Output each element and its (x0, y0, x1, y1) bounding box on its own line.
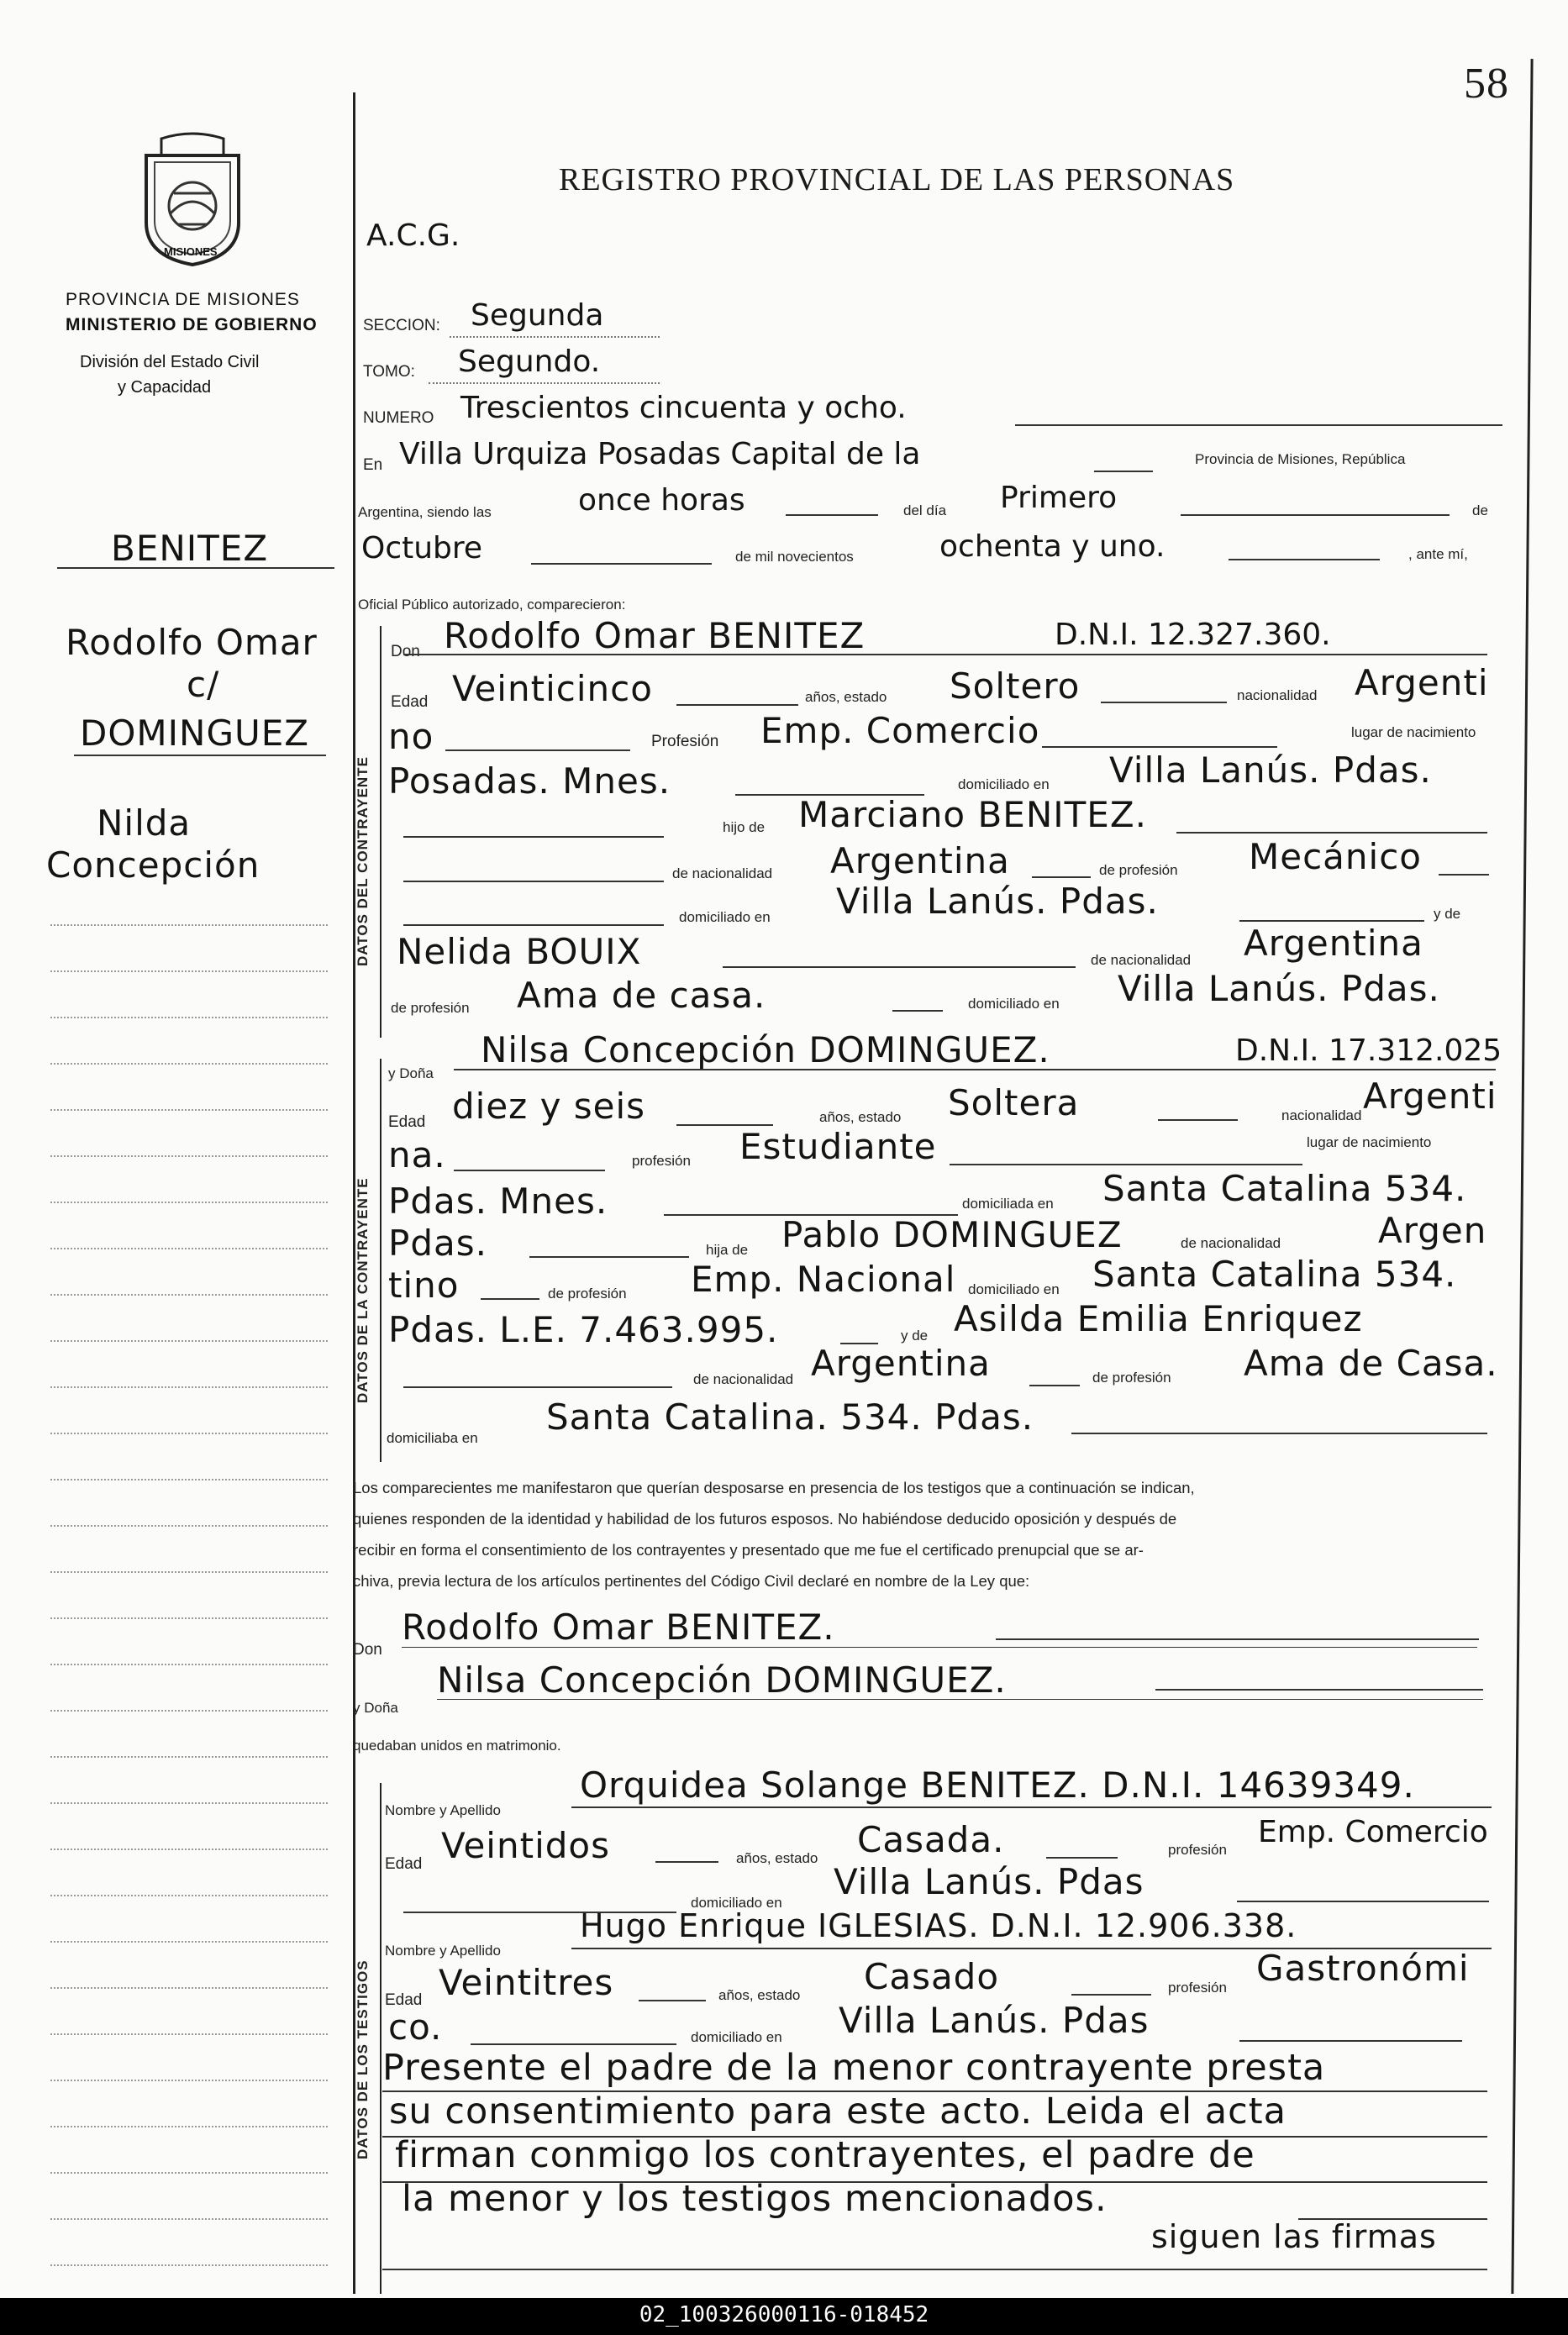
margin-dotted-line (50, 1202, 328, 1203)
groom-estado: Soltero (950, 665, 1081, 707)
oficial-label: Oficial Público autorizado, comparecieron: (358, 597, 626, 613)
bride-nac-a: Argenti (1363, 1075, 1497, 1117)
margin-dotted-line (50, 2033, 328, 2035)
division-line1: División del Estado Civil (80, 353, 260, 371)
bride-lugar-nac: Pdas. Mnes. (388, 1181, 608, 1222)
margin-groom-surname: BENITEZ (111, 528, 269, 569)
decl-don-label: Don (353, 1641, 382, 1659)
hora-value: once horas (578, 483, 745, 518)
bride-dni: D.N.I. 17.312.025 (1235, 1033, 1502, 1068)
w2-estado-line (1071, 1994, 1151, 1996)
margin-dotted-line (50, 1710, 328, 1712)
bride-pdom-label: domiciliado en (968, 1281, 1060, 1297)
w1-edad: Veintidos (441, 1825, 610, 1866)
bride-dom-line (529, 1256, 689, 1258)
note-line4: la menor y los testigos mencionados. (402, 2178, 1108, 2220)
groom-section-rule (380, 626, 381, 1038)
hora-line (786, 514, 878, 516)
groom-edad: Veinticinco (452, 668, 653, 709)
bride-y-de-label: y de (901, 1328, 929, 1344)
bride-name-line (454, 1069, 1496, 1070)
groom-madre-line (723, 966, 1076, 968)
groom-name: Rodolfo Omar BENITEZ (444, 615, 866, 656)
w1-estado: Casada. (857, 1819, 1005, 1860)
mes-line (531, 563, 712, 565)
mes-value: Octubre (361, 531, 483, 565)
groom-pnac-line-a (403, 881, 664, 882)
numero-line (1015, 424, 1502, 426)
bride-padre-prof: Emp. Nacional (691, 1259, 956, 1300)
note-underline5 (382, 2269, 1487, 2270)
groom-edad-label: Edad (391, 693, 429, 711)
bride-madre: Asilda Emilia Enriquez (954, 1298, 1363, 1339)
margin-bride-surname: DOMINGUEZ (80, 713, 310, 754)
seccion-value: Segunda (471, 298, 604, 333)
w1-dom-label: domiciliado en (691, 1895, 782, 1911)
groom-domicilio: Villa Lanús. Pdas. (1109, 749, 1432, 791)
margin-dotted-line (50, 1802, 328, 1804)
margin-dotted-line (50, 2126, 328, 2127)
bride-mdom-label: domiciliaba en (387, 1430, 478, 1446)
margin-bride-name1: Nilda (97, 802, 192, 844)
groom-padre-nac: Argentina (830, 840, 1010, 881)
decl-dona-label: y Doña (353, 1700, 398, 1716)
margin-dotted-line (50, 1340, 328, 1342)
groom-pdom-line-a (403, 924, 664, 926)
w1-nombre-label: Nombre y Apellido (385, 1802, 501, 1818)
w2-edad-label: Edad (385, 1991, 423, 2009)
w2-dom-line-a (471, 2043, 676, 2045)
w2-edad: Veintitres (439, 1962, 614, 2003)
margin-dotted-line (50, 1109, 328, 1111)
bride-profesion: Estudiante (739, 1126, 937, 1167)
legal-line1: Los comparecientes me manifestaron que querían desposarse en presencia de los testigos que a continuación se indican, (353, 1479, 1195, 1496)
section-bride-label: DATOS DE LA CONTRAYENTE (355, 1177, 371, 1403)
note-line3: firman conmigo los contrayentes, el padre de (395, 2134, 1255, 2176)
w2-nombre: Hugo Enrique IGLESIAS. D.N.I. 12.906.338. (580, 1907, 1297, 1944)
numero-value: Trescientos cincuenta y ocho. (460, 391, 907, 425)
groom-estado-label: años, estado (805, 689, 887, 705)
seccion-line (450, 336, 660, 338)
groom-profesion: Emp. Comercio (760, 710, 1040, 751)
lugar-line (1094, 471, 1153, 472)
groom-pprof-line (1439, 874, 1489, 876)
margin-dotted-line (50, 1849, 328, 1850)
witness-section-rule (380, 1783, 381, 2294)
margin-dotted-line (50, 1248, 328, 1249)
margin-dotted-line (50, 1155, 328, 1157)
note-line5: siguen las firmas (1151, 2218, 1437, 2255)
groom-prof-line (1042, 746, 1277, 748)
margin-dotted-line (50, 1525, 328, 1527)
groom-nac-line (445, 749, 630, 751)
groom-name-line (403, 654, 1487, 655)
groom-dni: D.N.I. 12.327.360. (1055, 618, 1331, 652)
groom-pnac-line-b (1032, 876, 1091, 878)
de-mil-label: de mil novecientos (735, 549, 854, 565)
note-line1: Presente el padre de la menor contrayente presta (382, 2047, 1326, 2089)
seal-text: MISIONES (164, 245, 218, 258)
bride-mnac-line-a (403, 1386, 672, 1388)
bride-mdom-line (1071, 1433, 1487, 1434)
seccion-label: SECCION: (363, 317, 440, 334)
bride-mnac-label: de nacionalidad (693, 1371, 794, 1387)
ante-mi-label: , ante mí, (1408, 546, 1468, 562)
margin-dotted-line (50, 1571, 328, 1573)
bride-pnac-line (481, 1298, 539, 1300)
margin-dotted-line (50, 1756, 328, 1758)
bride-dom-label: domiciliada en (962, 1196, 1054, 1212)
margin-bride-name2: Concepción (46, 844, 260, 886)
margin-dotted-line (50, 2172, 328, 2174)
groom-hijo-label: hijo de (723, 819, 766, 835)
bride-estado-line (1158, 1119, 1238, 1121)
margin-dotted-line (50, 1433, 328, 1434)
section-witnesses-label: DATOS DE LOS TESTIGOS (355, 1959, 371, 2159)
margin-dotted-line (50, 924, 328, 926)
argentina-label: Argentina, siendo las (358, 504, 492, 520)
w1-nombre-line (571, 1806, 1492, 1808)
margin-dotted-line (50, 2218, 328, 2220)
w2-estado-label: años, estado (718, 1987, 801, 2003)
anio-value: ochenta y uno. (939, 529, 1165, 564)
w2-edad-line (639, 2000, 706, 2001)
ministry-name: MINISTERIO DE GOBIERNO (66, 315, 318, 334)
groom-lugar-label: lugar de nacimiento (1351, 724, 1476, 740)
w2-dom-line-b (1239, 2040, 1462, 2042)
groom-padre-dom: Villa Lanús. Pdas. (836, 881, 1159, 922)
w1-edad-label: Edad (385, 1855, 423, 1873)
footer-id: 02_100326000116-018452 (639, 2302, 929, 2327)
w1-dom-line-b (1237, 1901, 1489, 1902)
right-border (1511, 59, 1533, 2294)
margin-underline-1 (57, 567, 334, 569)
decl-dona: Nilsa Concepción DOMINGUEZ. (437, 1659, 1007, 1701)
bride-mnac-line-b (1029, 1385, 1080, 1386)
quedaban-label: quedaban unidos en matrimonio. (353, 1738, 561, 1754)
margin-dotted-line (50, 1941, 328, 1943)
margin-dotted-line (50, 1479, 328, 1480)
bride-section-rule (380, 1059, 381, 1462)
margin-with: c/ (187, 664, 220, 705)
w2-estado: Casado (864, 1956, 1000, 1997)
w1-edad-line (655, 1861, 718, 1863)
margin-underline-2 (74, 755, 326, 756)
groom-pdom-line-b (1239, 920, 1424, 922)
groom-estado-line (1101, 702, 1227, 703)
margin-dotted-line (50, 2264, 328, 2266)
margin-groom-names: Rodolfo Omar (66, 622, 318, 663)
groom-hijo-line-a (403, 836, 664, 838)
bride-lugar-label: lugar de nacimiento (1307, 1134, 1432, 1150)
tomo-line (429, 382, 660, 384)
groom-nac-label: nacionalidad (1237, 687, 1318, 703)
w2-nombre-label: Nombre y Apellido (385, 1943, 501, 1959)
w2-domicilio: Villa Lanús. Pdas (839, 2000, 1150, 2041)
groom-dom-label: domiciliado en (958, 776, 1050, 792)
anio-line (1229, 559, 1380, 560)
decl-don: Rodolfo Omar BENITEZ. (402, 1607, 835, 1648)
division-line2: y Capacidad (118, 378, 212, 397)
groom-pdom-label: domiciliado en (679, 909, 771, 925)
w2-prof-label: profesión (1168, 1980, 1227, 1996)
w1-estado-line (1046, 1857, 1118, 1859)
tomo-label: TOMO: (363, 363, 415, 381)
bride-nac-line (454, 1170, 605, 1171)
w1-nombre: Orquidea Solange BENITEZ. D.N.I. 14639349. (580, 1764, 1415, 1806)
numero-label: NUMERO (363, 409, 434, 427)
groom-madre-prof: Ama de casa. (517, 975, 766, 1016)
groom-padre: Marciano BENITEZ. (798, 794, 1147, 835)
bride-madre-nac: Argentina (811, 1343, 991, 1384)
groom-nac-b: no (388, 716, 434, 757)
w2-profesion-a: Gastronómi (1256, 1948, 1470, 1989)
groom-hijo-line-b (1176, 832, 1487, 834)
bride-mprof-label: de profesión (1092, 1370, 1171, 1386)
w1-domicilio: Villa Lanús. Pdas (834, 1861, 1144, 1902)
bride-nac-b: na. (388, 1134, 446, 1175)
bride-hija-label: hija de (706, 1242, 749, 1258)
margin-dotted-line (50, 1617, 328, 1619)
bride-pnac-label: de nacionalidad (1181, 1235, 1281, 1251)
groom-pnac-label: de nacionalidad (672, 865, 773, 881)
del-dia-label: del día (903, 502, 947, 518)
groom-nac-a: Argenti (1355, 662, 1489, 703)
groom-lugar-nac: Posadas. Mnes. (388, 760, 671, 802)
bride-padre: Pablo DOMINGUEZ (781, 1214, 1123, 1255)
dia-line (1181, 514, 1450, 516)
w2-dom-label: domiciliado en (691, 2029, 782, 2045)
bride-estado: Soltera (948, 1082, 1080, 1123)
bride-padre-dom-b: Pdas. L.E. 7.463.995. (388, 1309, 779, 1350)
bride-madre-dom: Santa Catalina. 534. Pdas. (546, 1396, 1034, 1438)
en-label: En (363, 456, 383, 474)
decl-don-line-b (402, 1647, 1477, 1648)
registry-title: REGISTRO PROVINCIAL DE LAS PERSONAS (559, 162, 1235, 197)
dia-value: Primero (1000, 481, 1118, 515)
groom-mprof-line (892, 1010, 943, 1012)
bride-prof-line (950, 1164, 1302, 1165)
de-label: de (1472, 502, 1488, 518)
bride-name: Nilsa Concepción DOMINGUEZ. (481, 1029, 1050, 1070)
groom-padre-prof: Mecánico (1249, 836, 1422, 877)
bride-madre-prof: Ama de Casa. (1244, 1343, 1498, 1384)
legal-line4: chiva, previa lectura de los artículos pertinentes del Código Civil declaré en nombre de la Ley que: (353, 1572, 1030, 1590)
groom-mdom-label: domiciliado en (968, 996, 1060, 1012)
bride-padre-nac-b: tino (388, 1265, 460, 1306)
w2-profesion-b: co. (388, 2006, 443, 2048)
margin-dotted-line (50, 1664, 328, 1665)
bride-estado-label: años, estado (819, 1109, 902, 1125)
tomo-value: Segundo. (458, 344, 601, 379)
margin-dotted-line (50, 1017, 328, 1018)
decl-don-line (996, 1638, 1479, 1640)
groom-mnac-label: de nacionalidad (1091, 952, 1192, 968)
legal-line3: recibir en forma el consentimiento de los contrayentes y presentado que me fue el certificado prenupcial que se ar- (353, 1541, 1144, 1559)
province-name: PROVINCIA DE MISIONES (66, 290, 300, 309)
groom-mprof-label: de profesión (391, 1000, 470, 1016)
w1-profesion: Emp. Comercio (1258, 1815, 1488, 1849)
bride-edad-label: Edad (388, 1113, 426, 1131)
margin-dotted-line (50, 970, 328, 972)
bride-edad: diez y seis (452, 1086, 646, 1127)
margin-dotted-line (50, 1386, 328, 1388)
bride-dona-label: y Doña (388, 1065, 434, 1081)
margin-dotted-line (50, 1895, 328, 1896)
groom-madre-nac: Argentina (1244, 923, 1423, 964)
section-groom-label: DATOS DEL CONTRAYENTE (355, 756, 371, 966)
bride-dom-a: Santa Catalina 534. (1102, 1168, 1467, 1209)
margin-dotted-line (50, 1294, 328, 1296)
decl-dona-line-b (437, 1699, 1483, 1700)
groom-edad-line (676, 704, 798, 706)
groom-y-de-label: y de (1434, 906, 1461, 922)
groom-pprof-label: de profesión (1099, 862, 1178, 878)
bride-padre-nac-a: Argen (1378, 1210, 1487, 1251)
bride-dom-b: Pdas. (388, 1223, 487, 1264)
bride-padre-dom-a: Santa Catalina 534. (1092, 1254, 1457, 1295)
legal-line2: quienes responden de la identidad y habilidad de los futuros esposos. No habiéndose deducido oposición y después de (353, 1510, 1177, 1528)
margin-dotted-line (50, 2080, 328, 2081)
note-line2: su consentimiento para este acto. Leida el acta (389, 2090, 1286, 2133)
w1-prof-label: profesión (1168, 1842, 1227, 1858)
officer-initials: A.C.G. (366, 218, 460, 253)
groom-don-label: Don (391, 643, 420, 660)
bride-prof-label: profesión (632, 1153, 691, 1169)
w1-estado-label: años, estado (736, 1850, 818, 1866)
lugar-value: Villa Urquiza Posadas Capital de la (399, 437, 921, 471)
margin-dotted-line (50, 1987, 328, 1989)
groom-prof-label: Profesión (651, 733, 719, 750)
decl-dona-line (1155, 1689, 1483, 1691)
provincia-label: Provincia de Misiones, República (1195, 451, 1406, 467)
bride-nac-label: nacionalidad (1281, 1107, 1362, 1123)
groom-madre-dom: Villa Lanús. Pdas. (1118, 968, 1440, 1009)
page-number: 58 (1464, 60, 1509, 108)
margin-dotted-line (50, 1063, 328, 1065)
groom-madre: Nelida BOUIX (397, 931, 642, 972)
bride-pprof-label: de profesión (548, 1286, 627, 1302)
